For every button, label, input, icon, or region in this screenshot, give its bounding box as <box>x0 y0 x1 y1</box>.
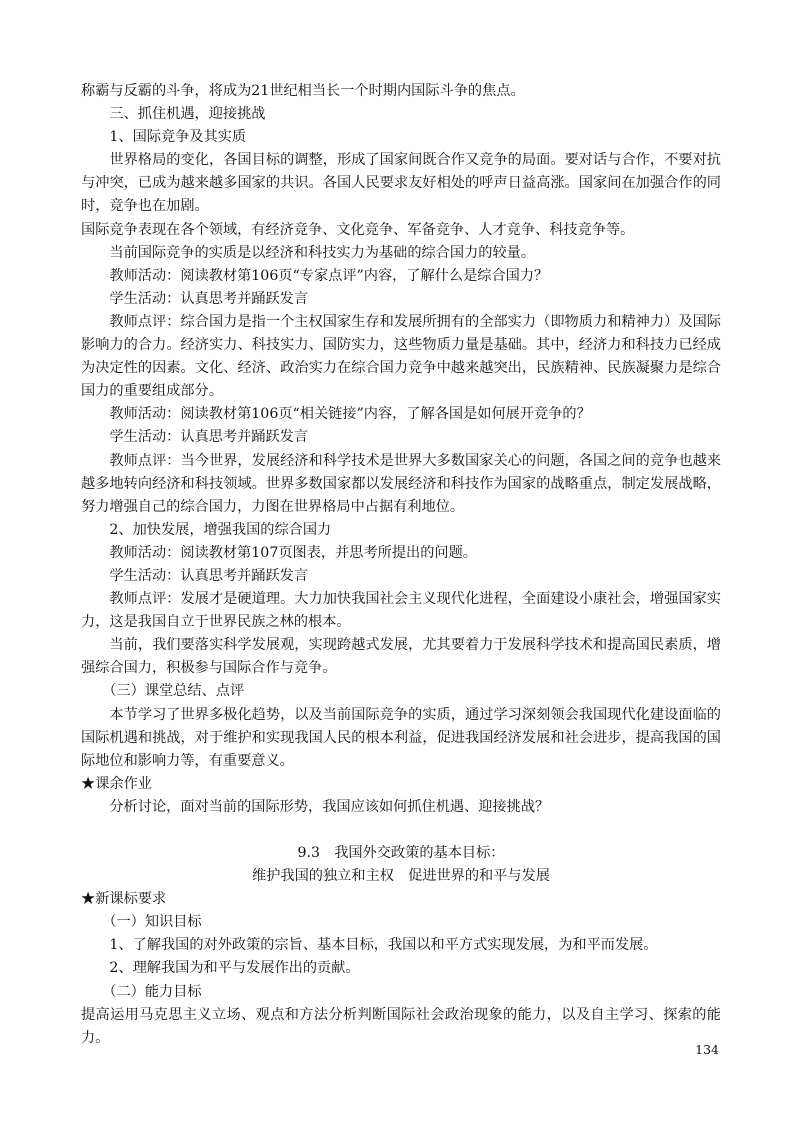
list-item: 1、了解我国的对外政策的宗旨、基本目标，我国以和平方式实现发展，为和平而发展。 <box>109 937 658 954</box>
heading-curriculum-requirements: ★新课标要求 <box>81 891 167 908</box>
paragraph: 当前国际竞争的实质是以经济和科技实力为基础的综合国力的较量。 <box>109 244 536 261</box>
paragraph: 世界格局的变化，各国目标的调整，形成了国家间既合作又竞争的局面。要对话与合作，不要对抗与冲突，已成为越来越多国家的共识。各国人民要求友好相处的呼声日益高涨。国家间在加强合作的同时，竞争也在加剧。 <box>81 152 721 215</box>
paragraph: 分析讨论，面对当前的国际形势，我国应该如何抓住机遇、迎接挑战？ <box>109 798 550 815</box>
paragraph: 提高运用马克思主义立场、观点和方法分析判断国际社会政治现象的能力，以及自主学习、探索的能力。 <box>81 1006 721 1046</box>
teacher-comment: 教师点评：综合国力是指一个主权国家生存和发展所拥有的全部实力（即物质力和精神力）及国际影响力的合力。经济实力、科技实力、国防实力，这些物质力量是基础。其中，经济力和科技力已经成为决定性的因素。文化、经济、政治实力在综合国力竞争中越来越突出，民族精神、民族凝聚力是综合国力的重要组成部分。 <box>81 313 721 400</box>
student-activity: 学生活动：认真思考并踊跃发言 <box>109 567 309 584</box>
section-title-line2: 维护我国的独立和主权 促进世界的和平与发展 <box>252 868 550 885</box>
teacher-comment: 教师点评：发展才是硬道理。大力加快我国社会主义现代化进程，全面建设小康社会，增强国家实力，这是我国自立于世界民族之林的根本。 <box>81 591 721 631</box>
paragraph: 国际竞争表现在各个领域，有经济竞争、文化竞争、军备竞争、人才竞争、科技竞争等。 <box>81 221 635 238</box>
page-number: 134 <box>695 1042 719 1057</box>
spacer <box>81 819 721 842</box>
student-activity: 学生活动：认真思考并踊跃发言 <box>109 429 309 446</box>
page-content <box>81 80 721 1050</box>
paragraph: 本节学习了世界多极化趋势，以及当前国际竞争的实质，通过学习深刻领会我国现代化建设面临的国际机遇和挑战，对于维护和实现我国人民的根本利益，促进我国经济发展和社会进步，提高我国的国际地位和影响力等，有重要意义。 <box>81 706 721 769</box>
heading-knowledge-goals: （一）知识目标 <box>102 914 202 931</box>
heading-class-summary: （三）课堂总结、点评 <box>102 683 245 700</box>
subheading-competition: 1、国际竞争及其实质 <box>109 129 247 146</box>
subheading-development: 2、加快发展，增强我国的综合国力 <box>109 521 332 538</box>
teacher-activity: 教师活动：阅读教材第106页“相关链接”内容，了解各国是如何展开竞争的？ <box>109 406 591 423</box>
heading-seize-opportunities: 三、抓住机遇，迎接挑战 <box>109 106 266 123</box>
paragraph: 称霸与反霸的斗争，将成为21世纪相当长一个时期内国际斗争的焦点。 <box>81 83 525 99</box>
teacher-activity: 教师活动：阅读教材第106页“专家点评”内容，了解什么是综合国力？ <box>109 267 549 284</box>
student-activity: 学生活动：认真思考并踊跃发言 <box>109 290 309 307</box>
heading-ability-goals: （二）能力目标 <box>102 983 202 1000</box>
teacher-comment: 教师点评：当今世界，发展经济和科学技术是世界大多数国家关心的问题，各国之间的竞争也越来越多地转向经济和科技领域。世界多数国家都以发展经济和科技作为国家的战略重点，制定发展战略，努力增强自己的综合国力，力图在世界格局中占据有利地位。 <box>81 452 721 515</box>
teacher-activity: 教师活动：阅读教材第107页图表，并思考所提出的问题。 <box>109 544 477 561</box>
list-item: 2、理解我国为和平与发展作出的贡献。 <box>109 960 360 977</box>
heading-homework: ★课余作业 <box>81 775 152 792</box>
section-title-line1: 9.3 我国外交政策的基本目标： <box>297 845 505 861</box>
paragraph: 当前，我们要落实科学发展观，实现跨越式发展，尤其要着力于发展科学技术和提高国民素质，增强综合国力，积极参与国际合作与竞争。 <box>81 637 721 677</box>
